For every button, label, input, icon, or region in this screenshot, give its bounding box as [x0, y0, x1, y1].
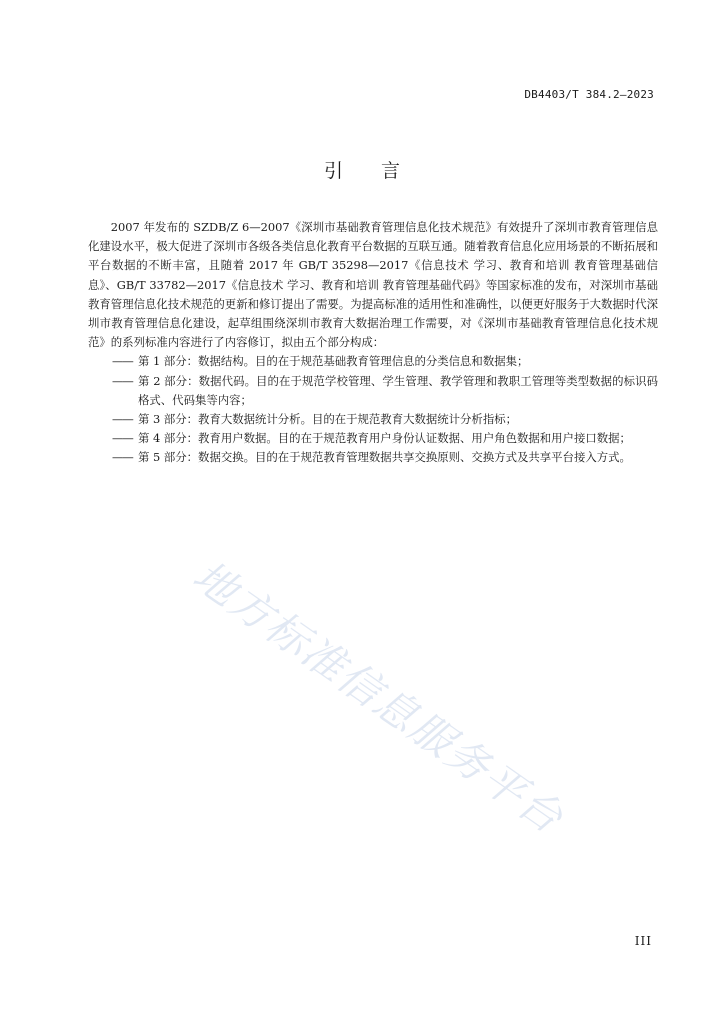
list-item-text: 第 5 部分：数据交换。目的在于规范教育管理数据共享交换原则、交换方式及共享平台接入方式。	[138, 450, 631, 465]
list-item-part-2	[88, 372, 658, 410]
list-item-text: 第 1 部分：数据结构。目的在于规范基础教育管理信息的分类信息和数据集；	[138, 354, 529, 369]
page-title: 引言	[323, 160, 438, 182]
list-item-text: 第 3 部分：教育大数据统计分析。目的在于规范教育大数据统计分析指标；	[138, 412, 517, 427]
list-item-part-3	[88, 410, 658, 429]
list-item-text: 第 2 部分：数据代码。目的在于规范学校管理、学生管理、教学管理和教职工管理等类型数据的标识码格式、代码集等内容；	[138, 373, 658, 407]
list-dash: ——	[112, 373, 133, 388]
body-text	[88, 218, 658, 468]
document-code: DB4403/T 384.2—2023	[524, 88, 654, 101]
parts-list	[88, 352, 658, 467]
list-item-text: 第 4 部分：教育用户数据。目的在于规范教育用户身份认证数据、用户角色数据和用户接口数据；	[138, 431, 631, 446]
list-item-part-1	[88, 352, 658, 371]
list-dash: ——	[112, 354, 133, 369]
list-dash: ——	[112, 431, 133, 446]
list-item-part-5	[88, 448, 658, 467]
list-item-part-4	[88, 429, 658, 448]
watermark: 地方标准信息服务平台	[184, 550, 573, 844]
list-dash: ——	[112, 412, 133, 427]
intro-paragraph: 2007 年发布的 SZDB/Z 6—2007《深圳市基础教育管理信息化技术规范》有效提升了深圳市教育管理信息化建设水平，极大促进了深圳市各级各类信息化教育平台数据的互联互通。随着教育信息化应用场景的不断拓展和平台数据的不断丰富，且随着 2017 年 GB/T 35298—2017《信息技术 学习、教育和培训 教育管理基础信息》、GB/T 33782—2017《信息技术 学习、教育和培训 教育管理基础代码》等国家标准的发布，对深圳市基础教育管理信息化技术规范的更新和修订提出了需要。为提高标准的适用性和准确性，以便更好服务于大数据时代深圳市教育管理信息化建设，起草组围绕深圳市教育大数据治理工作需要，对《深圳市基础教育管理信息化技术规范》的系列标准内容进行了内容修订，拟由五个部分构成：	[88, 220, 658, 350]
list-dash: ——	[112, 450, 133, 465]
page-number: III	[634, 934, 652, 948]
